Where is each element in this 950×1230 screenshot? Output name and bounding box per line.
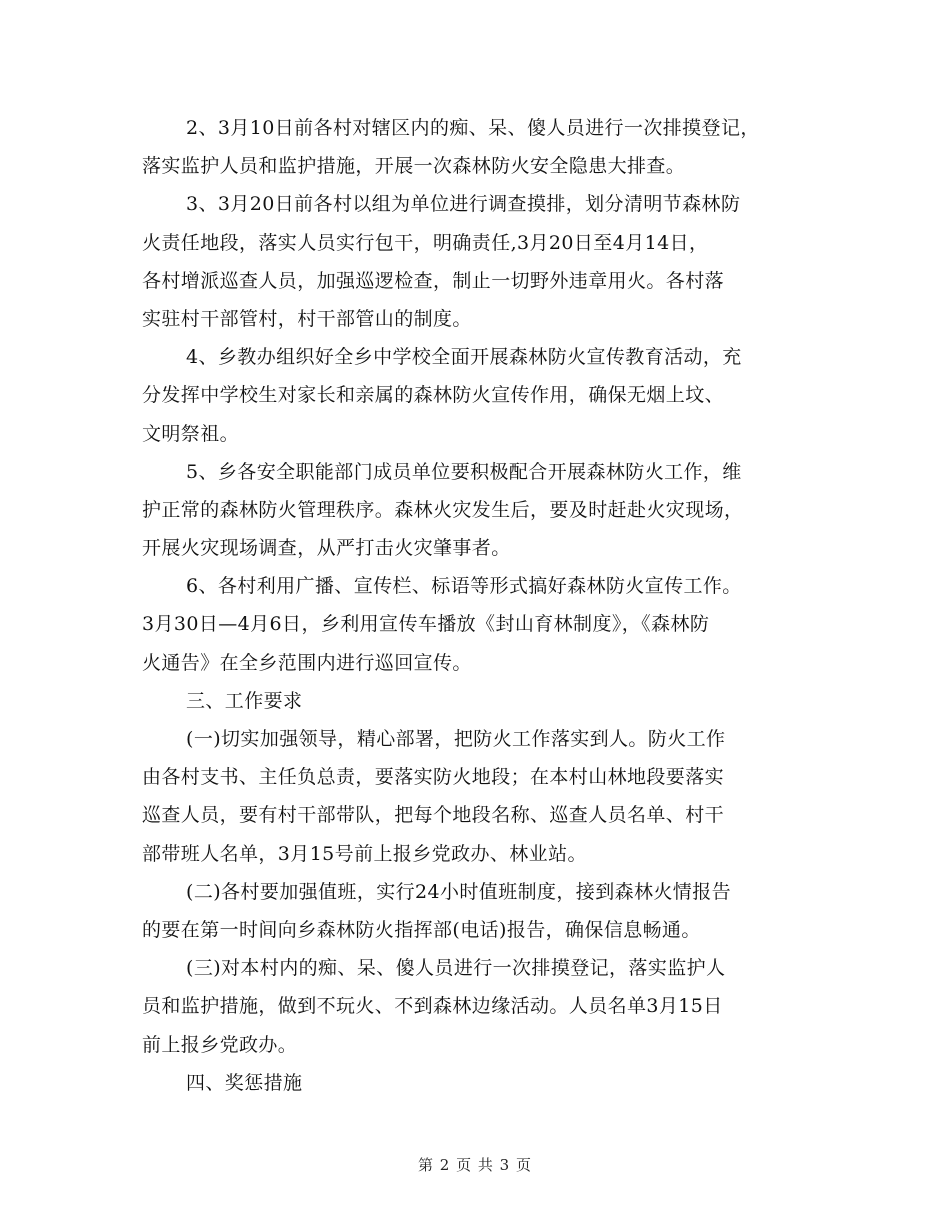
paragraph-5-line-3: 开展火灾现场调查，从严打击火灾肇事者。 — [142, 537, 511, 560]
paragraph-4-line-3: 文明祭祖。 — [142, 422, 240, 445]
paragraph-4-line-1: 4、乡教办组织好全乡中学校全面开展森林防火宣传教育活动，充 — [186, 346, 742, 369]
paragraph-3-line-2: 火责任地段，落实人员实行包干，明确责任,3月20日至4月14日， — [142, 231, 709, 254]
requirement-1-line-4: 部带班人名单，3月15号前上报乡党政办、林业站。 — [142, 842, 587, 865]
section-heading-work-requirements: 三、工作要求 — [186, 689, 303, 712]
paragraph-3-line-3: 各村增派巡查人员，加强巡逻检查，制止一切野外违章用火。各村落 — [142, 269, 725, 292]
paragraph-2-line-1: 2、3月10日前各村对辖区内的痴、呆、傻人员进行一次排摸登记， — [186, 117, 760, 139]
requirement-1-line-3: 巡查人员，要有村干部带队，把每个地段名称、巡查人员名单、村干 — [142, 804, 725, 827]
paragraph-5-line-2: 护正常的森林防火管理秩序。森林火灾发生后，要及时赶赴火灾现场， — [142, 498, 744, 521]
paragraph-2-line-2: 落实监护人员和监护措施，开展一次森林防火安全隐患大排查。 — [142, 155, 686, 178]
paragraph-5-line-1: 5、乡各安全职能部门成员单位要积极配合开展森林防火工作，维 — [186, 460, 742, 483]
paragraph-3-line-4: 实驻村干部管村，村干部管山的制度。 — [142, 307, 472, 330]
requirement-3-line-2: 员和监护措施，做到不玩火、不到森林边缘活动。人员名单3月15日 — [142, 995, 723, 1018]
document-body — [142, 109, 812, 1102]
requirement-1-line-1: (一)切实加强领导，精心部署，把防火工作落实到人。防火工作 — [186, 728, 726, 750]
paragraph-6-line-3: 火通告》在全乡范围内进行巡回宣传。 — [142, 651, 472, 674]
paragraph-4-line-2: 分发挥中学校生对家长和亲属的森林防火宣传作用，确保无烟上坟、 — [142, 384, 725, 407]
paragraph-3-line-1: 3、3月20日前各村以组为单位进行调查摸排，划分清明节森林防 — [186, 193, 741, 216]
paragraph-6-line-1: 6、各村利用广播、宣传栏、标语等形式搞好森林防火宣传工作。 — [186, 575, 742, 598]
section-heading-rewards-penalties: 四、奖惩措施 — [186, 1071, 303, 1094]
page-number-footer: 第 2 页 共 3 页 — [418, 1156, 532, 1174]
requirement-2-line-1: (二)各村要加强值班，实行24小时值班制度，接到森林火情报告 — [186, 880, 732, 903]
requirement-3-line-3: 前上报乡党政办。 — [142, 1033, 298, 1056]
paragraph-6-line-2: 3月30日—4月6日，乡利用宣传车播放《封山育林制度》，《森林防 — [142, 613, 710, 636]
requirement-3-line-1: (三)对本村内的痴、呆、傻人员进行一次排摸登记，落实监护人 — [186, 957, 726, 980]
requirement-1-line-2: 由各村支书、主任负总责，要落实防火地段；在本村山林地段要落实 — [142, 766, 725, 789]
requirement-2-line-2: 的要在第一时间向乡森林防火指挥部(电话)报告，确保信息畅通。 — [142, 918, 701, 941]
